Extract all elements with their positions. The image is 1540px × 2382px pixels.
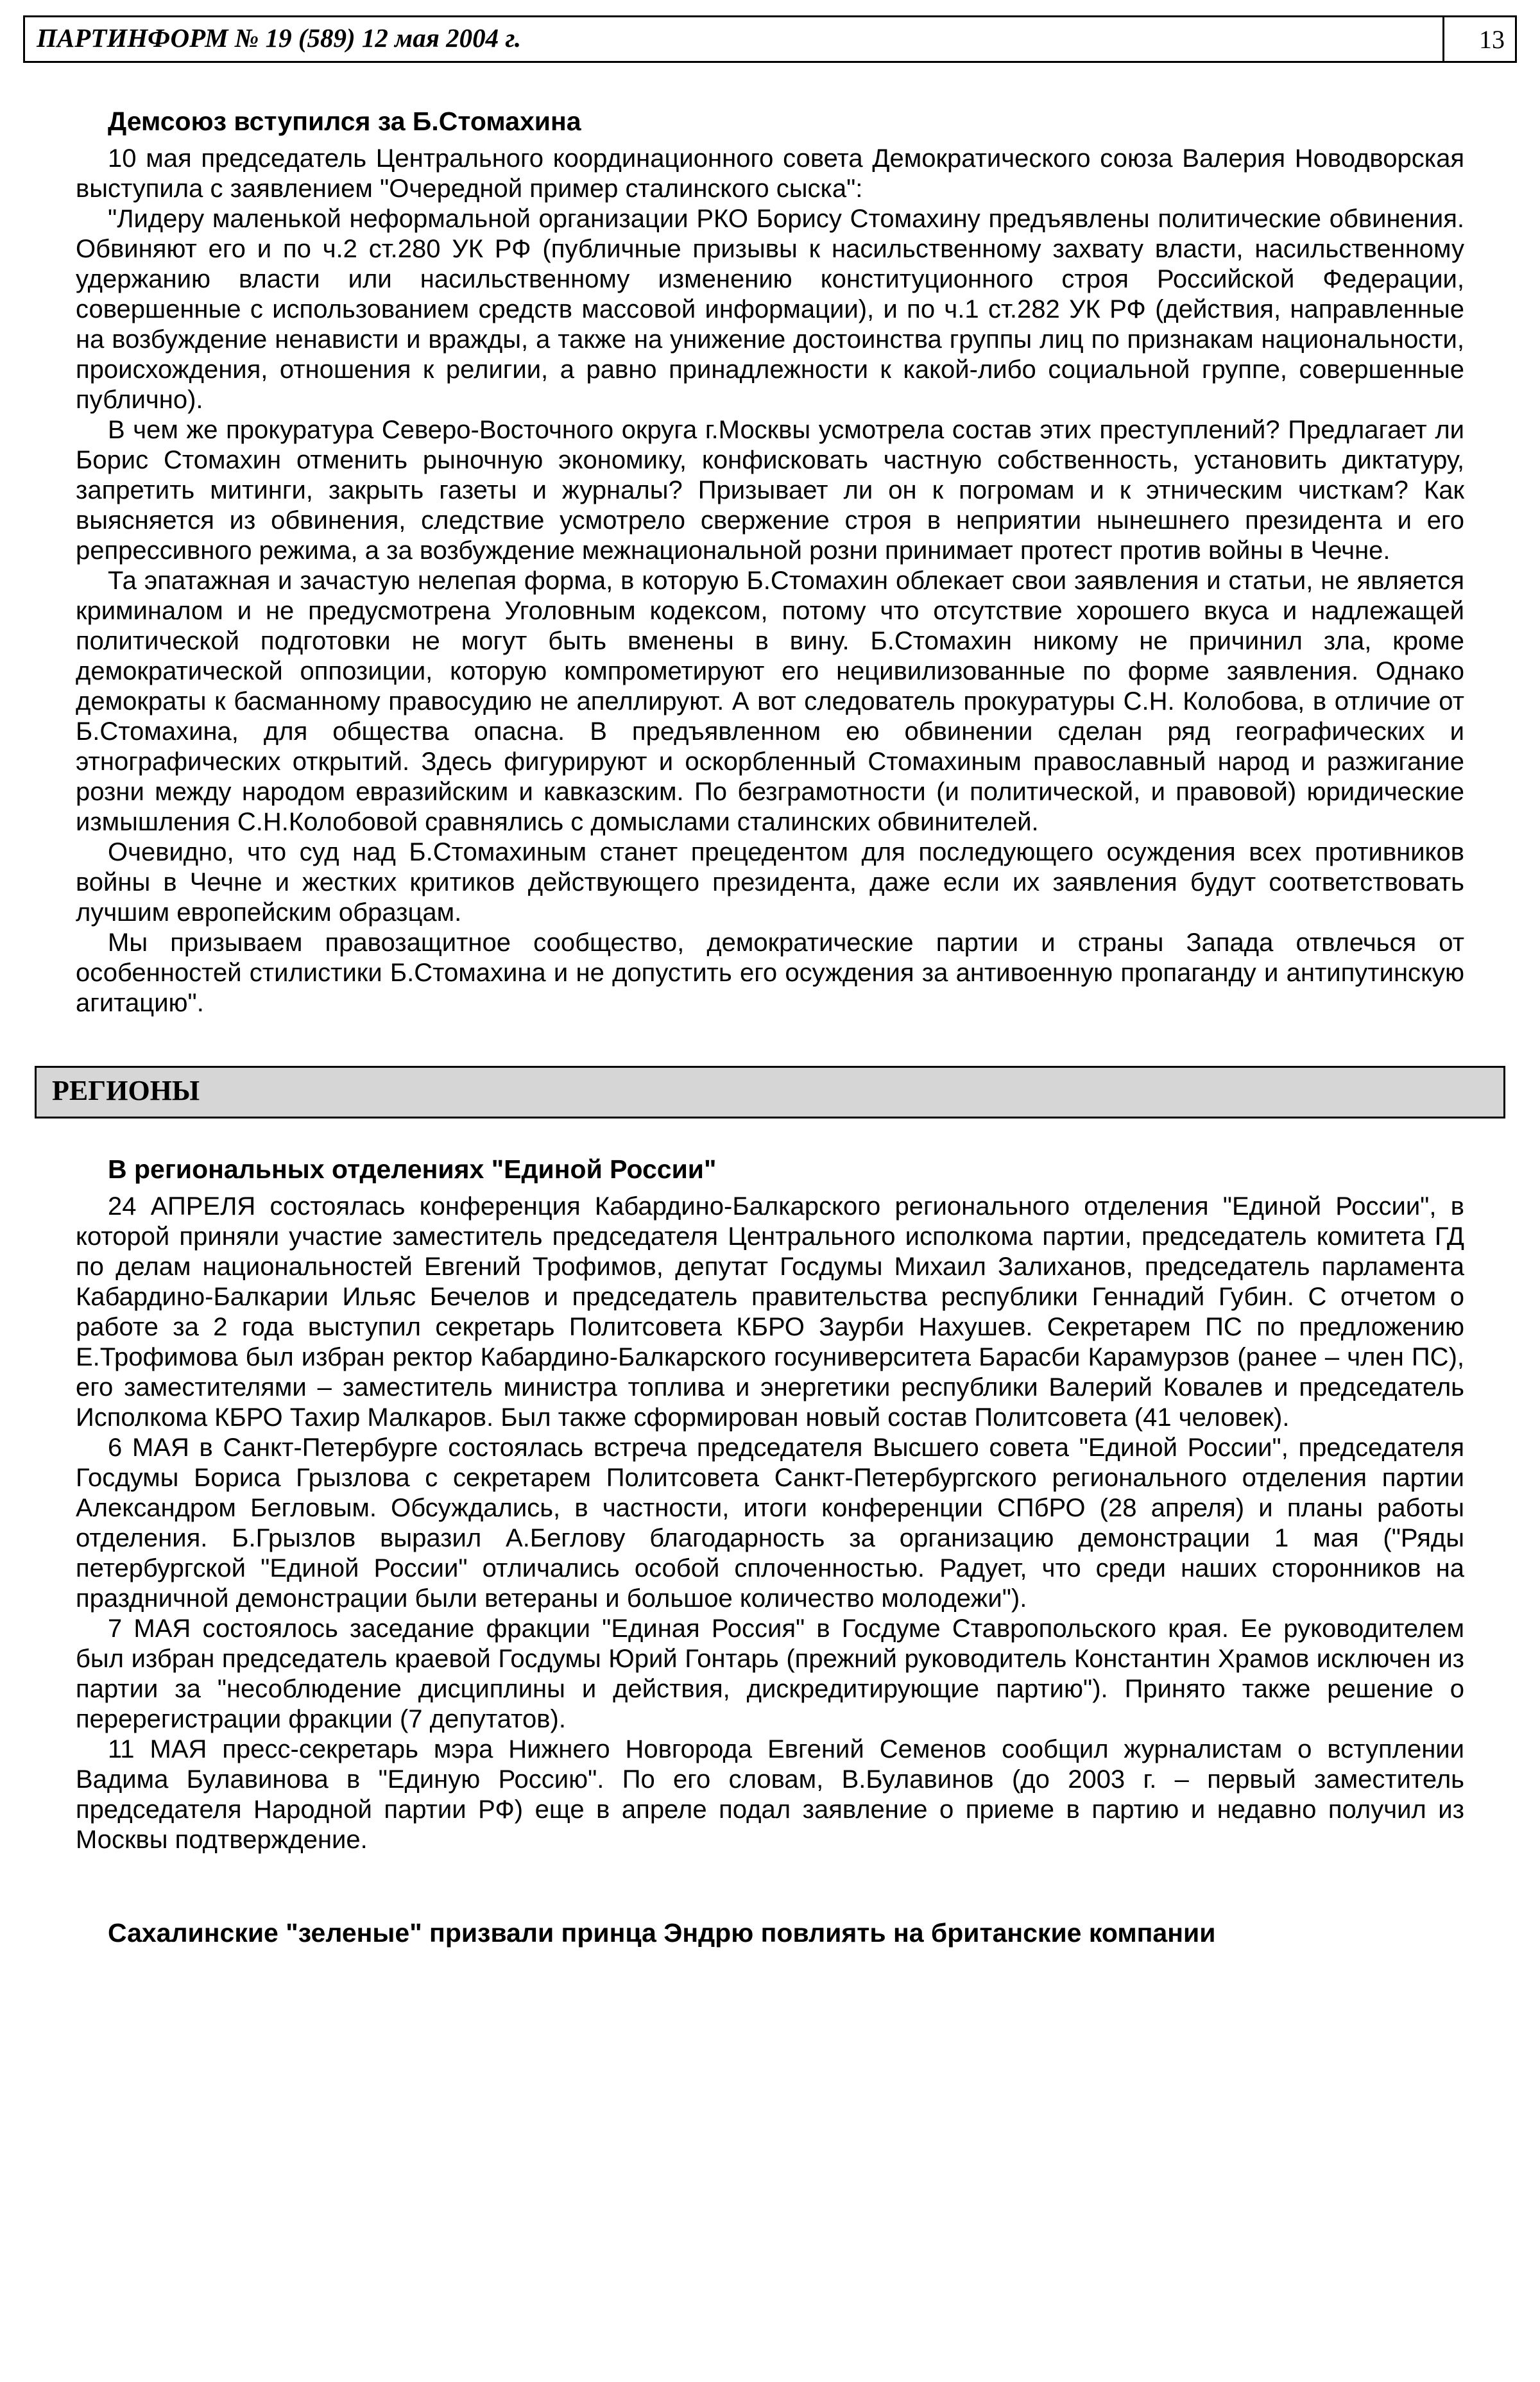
article1-paragraph-5: Очевидно, что суд над Б.Стомахиным станет прецедентом для последующего осуждения всех противников войны в Чечне и жестких критиков действующего президента, даже если их заявления будут соответствовать лучшим европейским образцам.: [76, 838, 1464, 927]
article1-paragraph-6: Мы призываем правозащитное сообщество, демократические партии и страны Запада отвлечься от особенностей стилистики Б.Стомахина и не допустить его осуждения за антивоенную пропаганду и антипутинскую агитацию".: [76, 929, 1464, 1017]
newsletter-title-cell: [25, 17, 1444, 61]
page-number: 13: [1479, 24, 1505, 54]
article3-title: Сахалинские "зеленые" призвали принца Эндрю повлиять на британские компании: [108, 1918, 1216, 1948]
article1-title: Демсоюз вступился за Б.Стомахина: [108, 107, 581, 136]
article2-paragraph-1: 24 АПРЕЛЯ состоялась конференция Кабардино-Балкарского регионального отделения "Единой России", в которой приняли участие заместитель председателя Центрального исполкома партии, председатель комитета ГД по делам национальностей Евгений Трофимов, депутат Госдумы Михаил Залиханов, председатель парламента Кабардино-Балкарии Ильяс Бечелов и председатель правительства республики Геннадий Губин. С отчетом о работе за 2 года выступил секретарь Политсовета КБРО Заурби Нахушев. Секретарем ПС по предложению Е.Трофимова был избран ректор Кабардино-Балкарского госуниверситета Барасби Карамурзов (ранее – член ПС), его заместителями – заместитель министра топлива и энергетики республики Валерий Ковалев и председатель Исполкома КБРО Тахир Малкаров. Был также сформирован новый состав Политсовета (41 человек).: [76, 1192, 1464, 1432]
page-body: [0, 63, 1540, 1949]
article1-paragraph-1: 10 мая председатель Центрального координационного совета Демократического союза Валерия Новодворская выступила с заявлением "Очередной пример сталинского сыска":: [76, 144, 1464, 203]
article2-paragraph-3: 7 МАЯ состоялось заседание фракции "Единая Россия" в Госдуме Ставропольского края. Ее руководителем был избран председатель краевой Госдумы Юрий Гонтарь (прежний руководитель Константин Храмов исключен из партии за "несоблюдение дисциплины и действия, дискредитирующие партию"). Принято также решение о перерегистрации фракции (7 депутатов).: [76, 1615, 1464, 1733]
article-united-russia: [76, 1153, 1464, 1855]
newsletter-title: ПАРТИНФОРМ № 19 (589) 12 мая 2004 г.: [37, 23, 522, 53]
page-number-cell: [1444, 17, 1515, 61]
article2-paragraph-2: 6 МАЯ в Санкт-Петербурге состоялась встреча председателя Высшего совета "Единой России", председателя Госдумы Бориса Грызлова с секретарем Политсовета Санкт-Петербургского регионального отделения партии Александром Бегловым. Обсуждались, в частности, итоги конференции СПбРО (28 апреля) и планы работы отделения. Б.Грызлов выразил А.Беглову благодарность за организацию демонстрации 1 мая ("Ряды петербургской "Единой России" отличались особой сплоченностью. Радует, что среди наших сторонников на праздничной демонстрации были ветераны и большое количество молодежи").: [76, 1434, 1464, 1613]
article1-paragraph-4: Та эпатажная и зачастую нелепая форма, в которую Б.Стомахин облекает свои заявления и статьи, не является криминалом и не предусмотрена Уголовным кодексом, потому что отсутствие хорошего вкуса и надлежащей политической подготовки не могут быть вменены в вину. Б.Стомахин никому не причинил зла, кроме демократической оппозиции, которую компрометируют его нецивилизованные по форме заявления. Однако демократы к басманному правосудию не апеллируют. А вот следователь прокуратуры С.Н. Колобова, в отличие от Б.Стомахина, для общества опасна. В предъявленном ею обвинении сделан ряд географических и этнографических открытий. Здесь фигурируют и оскорбленный Стомахиным православный народ и разжигание розни между народом евразийским и кавказским. По безграмотности (и политической, и правовой) юридические измышления С.Н.Колобовой сравнялись с домыслами сталинских обвинителей.: [76, 567, 1464, 836]
article2-title: В региональных отделениях "Единой России": [108, 1154, 717, 1184]
section-title: РЕГИОНЫ: [52, 1075, 200, 1106]
article-demsoyuz: [76, 105, 1464, 1018]
article1-paragraph-3: В чем же прокуратура Северо-Восточного округа г.Москвы усмотрела состав этих преступлений? Предлагает ли Борис Стомахин отменить рыночную экономику, конфисковать частную собственность, установить диктатуру, запретить митинги, закрыть газеты и журналы? Призывает ли он к погромам и к этническим чисткам? Как выясняется из обвинения, следствие усмотрело свержение строя в неприятии нынешнего президента и его репрессивного режима, а за возбуждение межнациональной розни принимает протест против войны в Чечне.: [76, 416, 1464, 565]
article1-paragraph-2: "Лидеру маленькой неформальной организации РКО Борису Стомахину предъявлены политические обвинения. Обвиняют его и по ч.2 ст.280 УК РФ (публичные призывы к насильственному захвату власти, насильственному удержанию власти или насильственному изменению конституционного строя Российской Федерации, совершенные с использованием средств массовой информации), и по ч.1 ст.282 УК РФ (действия, направленные на возбуждение ненависти и вражды, а также на унижение достоинства группы лиц по признакам национальности, происхождения, отношения к религии, а равно принадлежности к какой-либо социальной группе, совершенные публично).: [76, 205, 1464, 414]
page-header: [23, 15, 1517, 63]
article2-paragraph-4: 11 МАЯ пресс-секретарь мэра Нижнего Новгорода Евгений Семенов сообщил журналистам о вступлении Вадима Булавинова в "Единую Россию". По его словам, В.Булавинов (до 2003 г. – первый заместитель председателя Народной партии РФ) еще в апреле подал заявление о приеме в партию и недавно получил из Москвы подтверждение.: [76, 1735, 1464, 1854]
section-header-regiony: [35, 1066, 1505, 1118]
